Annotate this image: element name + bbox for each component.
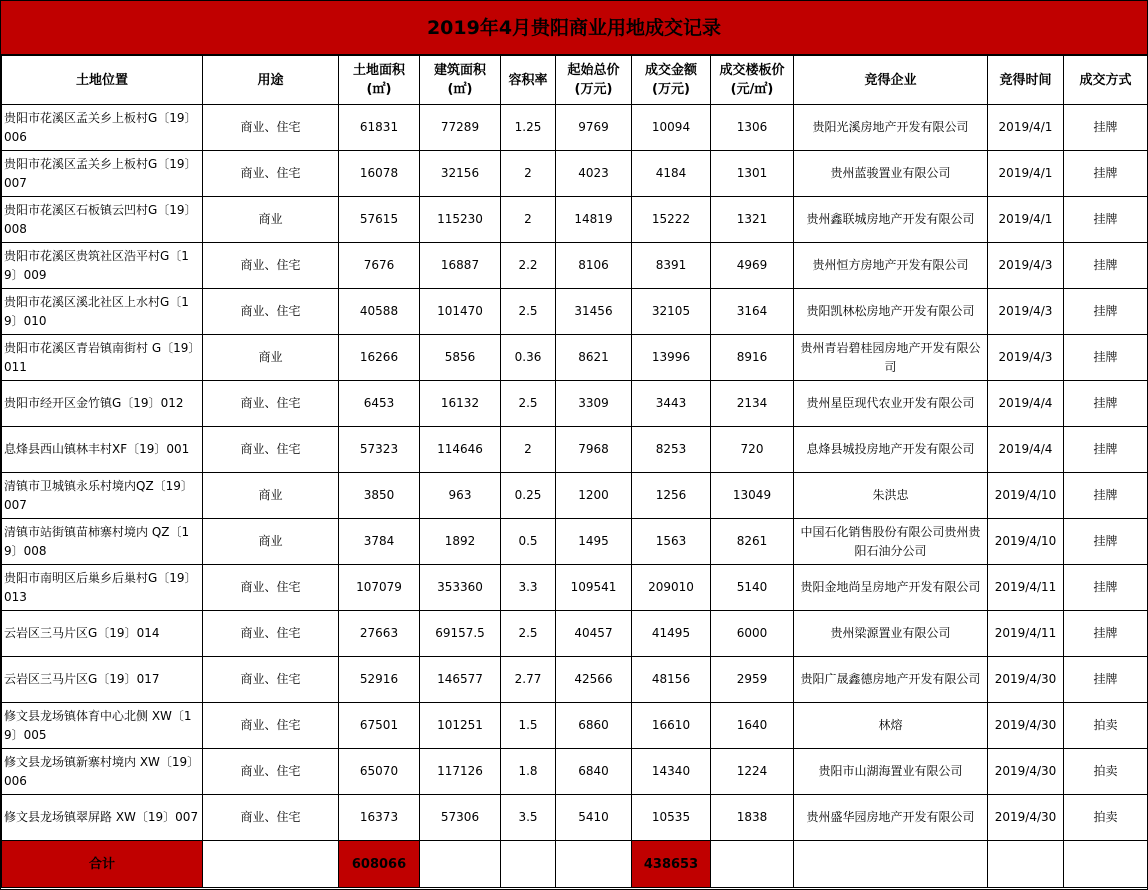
table-cell: 16887 xyxy=(420,243,501,289)
table-cell: 16610 xyxy=(632,703,711,749)
table-row xyxy=(2,289,1148,335)
table-cell: 贵州青岩碧桂园房地产开发有限公司 xyxy=(794,335,988,381)
table-cell: 挂牌 xyxy=(1064,657,1148,703)
table-cell: 114646 xyxy=(420,427,501,473)
table-cell: 2019/4/10 xyxy=(988,473,1064,519)
table-cell: 贵州梁源置业有限公司 xyxy=(794,611,988,657)
table-cell: 5410 xyxy=(556,795,632,841)
table-cell: 商业 xyxy=(203,519,339,565)
column-header: 竞得企业 xyxy=(794,56,988,105)
table-cell: 15222 xyxy=(632,197,711,243)
table-cell: 朱洪忠 xyxy=(794,473,988,519)
table-cell: 32156 xyxy=(420,151,501,197)
column-header: 成交方式 xyxy=(1064,56,1148,105)
table-cell: 商业、住宅 xyxy=(203,151,339,197)
total-empty-cell xyxy=(711,841,794,888)
table-cell: 贵州恒方房地产开发有限公司 xyxy=(794,243,988,289)
total-empty-cell xyxy=(203,841,339,888)
table-cell: 挂牌 xyxy=(1064,197,1148,243)
table-cell: 0.36 xyxy=(501,335,556,381)
table-cell: 6860 xyxy=(556,703,632,749)
table-cell: 商业、住宅 xyxy=(203,795,339,841)
table-cell: 31456 xyxy=(556,289,632,335)
table-cell: 16373 xyxy=(339,795,420,841)
table-cell: 商业、住宅 xyxy=(203,657,339,703)
table-cell: 1.8 xyxy=(501,749,556,795)
table-cell: 挂牌 xyxy=(1064,289,1148,335)
table-cell: 57615 xyxy=(339,197,420,243)
table-cell: 69157.5 xyxy=(420,611,501,657)
table-row xyxy=(2,151,1148,197)
table-cell: 1563 xyxy=(632,519,711,565)
table-cell: 挂牌 xyxy=(1064,611,1148,657)
table-cell: 拍卖 xyxy=(1064,703,1148,749)
table-cell: 贵州盛华园房地产开发有限公司 xyxy=(794,795,988,841)
table-cell: 商业、住宅 xyxy=(203,703,339,749)
table-cell: 2019/4/1 xyxy=(988,151,1064,197)
total-empty-cell xyxy=(794,841,988,888)
table-cell: 2019/4/10 xyxy=(988,519,1064,565)
table-cell: 拍卖 xyxy=(1064,749,1148,795)
table-cell: 353360 xyxy=(420,565,501,611)
table-cell: 5856 xyxy=(420,335,501,381)
table-cell: 商业、住宅 xyxy=(203,611,339,657)
total-row xyxy=(2,841,1148,888)
table-row xyxy=(2,565,1148,611)
table-cell: 挂牌 xyxy=(1064,151,1148,197)
column-header: 土地面积 (㎡) xyxy=(339,56,420,105)
table-cell: 林熔 xyxy=(794,703,988,749)
table-cell: 1256 xyxy=(632,473,711,519)
table-cell: 209010 xyxy=(632,565,711,611)
table-cell: 16132 xyxy=(420,381,501,427)
table-cell: 2019/4/4 xyxy=(988,427,1064,473)
table-cell: 2134 xyxy=(711,381,794,427)
table-cell: 40588 xyxy=(339,289,420,335)
table-cell: 拍卖 xyxy=(1064,795,1148,841)
table-cell: 109541 xyxy=(556,565,632,611)
table-cell: 挂牌 xyxy=(1064,427,1148,473)
table-cell: 6453 xyxy=(339,381,420,427)
table-cell: 2019/4/30 xyxy=(988,749,1064,795)
table-cell: 贵阳市花溪区贵筑社区浩平村G〔19〕009 xyxy=(2,243,203,289)
table-row xyxy=(2,473,1148,519)
table-cell: 101251 xyxy=(420,703,501,749)
table-cell: 52916 xyxy=(339,657,420,703)
table-cell: 挂牌 xyxy=(1064,335,1148,381)
table-cell: 1495 xyxy=(556,519,632,565)
table-cell: 5140 xyxy=(711,565,794,611)
table-cell: 挂牌 xyxy=(1064,381,1148,427)
table-cell: 2 xyxy=(501,427,556,473)
table-cell: 商业 xyxy=(203,197,339,243)
table-cell: 720 xyxy=(711,427,794,473)
table-cell: 挂牌 xyxy=(1064,243,1148,289)
table-cell: 1301 xyxy=(711,151,794,197)
table-cell: 4969 xyxy=(711,243,794,289)
table-cell: 3.3 xyxy=(501,565,556,611)
table-cell: 2019/4/3 xyxy=(988,335,1064,381)
table-row xyxy=(2,381,1148,427)
column-header: 建筑面积 (㎡) xyxy=(420,56,501,105)
table-cell: 清镇市站街镇苗柿寨村境内 QZ〔19〕008 xyxy=(2,519,203,565)
table-row xyxy=(2,519,1148,565)
table-cell: 14340 xyxy=(632,749,711,795)
table-cell: 77289 xyxy=(420,105,501,151)
column-header: 土地位置 xyxy=(2,56,203,105)
table-cell: 贵阳广晟鑫德房地产开发有限公司 xyxy=(794,657,988,703)
table-row xyxy=(2,335,1148,381)
table-cell: 61831 xyxy=(339,105,420,151)
table-cell: 商业、住宅 xyxy=(203,243,339,289)
table-cell: 40457 xyxy=(556,611,632,657)
table-cell: 贵阳市花溪区溪北社区上水村G〔19〕010 xyxy=(2,289,203,335)
table-cell: 3850 xyxy=(339,473,420,519)
table-cell: 贵阳市花溪区青岩镇南街村 G〔19〕011 xyxy=(2,335,203,381)
table-cell: 32105 xyxy=(632,289,711,335)
table-cell: 商业、住宅 xyxy=(203,565,339,611)
table-cell: 修文县龙场镇体育中心北侧 XW〔19〕005 xyxy=(2,703,203,749)
table-cell: 13049 xyxy=(711,473,794,519)
column-header: 起始总价 (万元) xyxy=(556,56,632,105)
table-cell: 0.25 xyxy=(501,473,556,519)
total-empty-cell xyxy=(988,841,1064,888)
table-cell: 贵阳市南明区后巢乡后巢村G〔19〕013 xyxy=(2,565,203,611)
table-cell: 2019/4/1 xyxy=(988,105,1064,151)
table-row xyxy=(2,657,1148,703)
table-cell: 贵阳市花溪区孟关乡上板村G〔19〕007 xyxy=(2,151,203,197)
table-cell: 3784 xyxy=(339,519,420,565)
total-land-area: 608066 xyxy=(339,841,420,888)
table-cell: 3443 xyxy=(632,381,711,427)
total-empty-cell xyxy=(501,841,556,888)
table-cell: 4023 xyxy=(556,151,632,197)
total-label: 合计 xyxy=(2,841,203,888)
table-cell: 1224 xyxy=(711,749,794,795)
table-cell: 57306 xyxy=(420,795,501,841)
table-cell: 中国石化销售股份有限公司贵州贵阳石油分公司 xyxy=(794,519,988,565)
table-cell: 10094 xyxy=(632,105,711,151)
table-cell: 2 xyxy=(501,197,556,243)
table-cell: 2019/4/4 xyxy=(988,381,1064,427)
table-cell: 云岩区三马片区G〔19〕014 xyxy=(2,611,203,657)
table-cell: 3.5 xyxy=(501,795,556,841)
table-row xyxy=(2,243,1148,289)
table-row xyxy=(2,197,1148,243)
table-row xyxy=(2,749,1148,795)
table-cell: 8916 xyxy=(711,335,794,381)
total-empty-cell xyxy=(1064,841,1148,888)
table-cell: 挂牌 xyxy=(1064,565,1148,611)
table-cell: 修文县龙场镇新寨村境内 XW〔19〕006 xyxy=(2,749,203,795)
table-cell: 2019/4/1 xyxy=(988,197,1064,243)
header-row xyxy=(2,56,1148,105)
table-cell: 6000 xyxy=(711,611,794,657)
table-cell: 146577 xyxy=(420,657,501,703)
table-cell: 1200 xyxy=(556,473,632,519)
table-cell: 65070 xyxy=(339,749,420,795)
table-cell: 14819 xyxy=(556,197,632,243)
table-cell: 115230 xyxy=(420,197,501,243)
table-cell: 贵阳市花溪区石板镇云凹村G〔19〕008 xyxy=(2,197,203,243)
table-cell: 2019/4/11 xyxy=(988,611,1064,657)
table-cell: 商业、住宅 xyxy=(203,381,339,427)
table-cell: 1321 xyxy=(711,197,794,243)
table-cell: 8261 xyxy=(711,519,794,565)
table-cell: 963 xyxy=(420,473,501,519)
table-cell: 贵阳金地尚呈房地产开发有限公司 xyxy=(794,565,988,611)
table-cell: 商业 xyxy=(203,335,339,381)
table-cell: 贵阳市山湖海置业有限公司 xyxy=(794,749,988,795)
table-cell: 贵州蓝骏置业有限公司 xyxy=(794,151,988,197)
table-row xyxy=(2,105,1148,151)
table-cell: 清镇市卫城镇永乐村境内QZ〔19〕007 xyxy=(2,473,203,519)
table-cell: 2.5 xyxy=(501,381,556,427)
table-cell: 商业、住宅 xyxy=(203,289,339,335)
table-cell: 息烽县城投房地产开发有限公司 xyxy=(794,427,988,473)
table-cell: 9769 xyxy=(556,105,632,151)
total-deal-amount: 438653 xyxy=(632,841,711,888)
table-cell: 117126 xyxy=(420,749,501,795)
table-cell: 贵阳凯林松房地产开发有限公司 xyxy=(794,289,988,335)
table-cell: 2019/4/30 xyxy=(988,703,1064,749)
table-cell: 16266 xyxy=(339,335,420,381)
land-deal-table xyxy=(1,55,1148,888)
table-cell: 2019/4/3 xyxy=(988,243,1064,289)
table-cell: 贵阳市花溪区孟关乡上板村G〔19〕006 xyxy=(2,105,203,151)
table-cell: 7676 xyxy=(339,243,420,289)
table-cell: 4184 xyxy=(632,151,711,197)
table-cell: 1640 xyxy=(711,703,794,749)
table-cell: 0.5 xyxy=(501,519,556,565)
table-cell: 8253 xyxy=(632,427,711,473)
table-cell: 息烽县西山镇林丰村XF〔19〕001 xyxy=(2,427,203,473)
table-cell: 8391 xyxy=(632,243,711,289)
table-cell: 1.25 xyxy=(501,105,556,151)
table-row xyxy=(2,427,1148,473)
table-cell: 1.5 xyxy=(501,703,556,749)
table-cell: 修文县龙场镇翠屏路 XW〔19〕007 xyxy=(2,795,203,841)
table-cell: 42566 xyxy=(556,657,632,703)
table-cell: 挂牌 xyxy=(1064,105,1148,151)
table-cell: 商业、住宅 xyxy=(203,749,339,795)
column-header: 用途 xyxy=(203,56,339,105)
table-cell: 挂牌 xyxy=(1064,519,1148,565)
table-cell: 云岩区三马片区G〔19〕017 xyxy=(2,657,203,703)
table-cell: 1892 xyxy=(420,519,501,565)
table-cell: 107079 xyxy=(339,565,420,611)
table-cell: 7968 xyxy=(556,427,632,473)
table-cell: 贵阳光溪房地产开发有限公司 xyxy=(794,105,988,151)
table-cell: 67501 xyxy=(339,703,420,749)
table-cell: 101470 xyxy=(420,289,501,335)
table-title: 2019年4月贵阳商业用地成交记录 xyxy=(1,1,1147,55)
table-cell: 2019/4/30 xyxy=(988,795,1064,841)
table-cell: 商业、住宅 xyxy=(203,427,339,473)
column-header: 成交楼板价 (元/㎡) xyxy=(711,56,794,105)
table-cell: 2019/4/11 xyxy=(988,565,1064,611)
table-cell: 57323 xyxy=(339,427,420,473)
table-cell: 1306 xyxy=(711,105,794,151)
table-cell: 8106 xyxy=(556,243,632,289)
table-cell: 2.5 xyxy=(501,611,556,657)
table-cell: 1838 xyxy=(711,795,794,841)
table-row xyxy=(2,703,1148,749)
table-cell: 2.2 xyxy=(501,243,556,289)
table-cell: 2019/4/30 xyxy=(988,657,1064,703)
column-header: 容积率 xyxy=(501,56,556,105)
table-body xyxy=(2,105,1148,841)
table-cell: 贵阳市经开区金竹镇G〔19〕012 xyxy=(2,381,203,427)
table-row xyxy=(2,795,1148,841)
table-cell: 商业、住宅 xyxy=(203,105,339,151)
table-cell: 48156 xyxy=(632,657,711,703)
table-cell: 6840 xyxy=(556,749,632,795)
table-cell: 贵州鑫联城房地产开发有限公司 xyxy=(794,197,988,243)
table-cell: 27663 xyxy=(339,611,420,657)
column-header: 成交金额 (万元) xyxy=(632,56,711,105)
table-cell: 商业 xyxy=(203,473,339,519)
column-header: 竞得时间 xyxy=(988,56,1064,105)
table-cell: 10535 xyxy=(632,795,711,841)
table-cell: 2959 xyxy=(711,657,794,703)
table-cell: 挂牌 xyxy=(1064,473,1148,519)
table-cell: 2.77 xyxy=(501,657,556,703)
table-cell: 3164 xyxy=(711,289,794,335)
total-empty-cell xyxy=(556,841,632,888)
table-cell: 16078 xyxy=(339,151,420,197)
table-cell: 2019/4/3 xyxy=(988,289,1064,335)
table-cell: 3309 xyxy=(556,381,632,427)
table-row xyxy=(2,611,1148,657)
total-empty-cell xyxy=(420,841,501,888)
table-cell: 8621 xyxy=(556,335,632,381)
table-cell: 贵州星臣现代农业开发有限公司 xyxy=(794,381,988,427)
table-cell: 2 xyxy=(501,151,556,197)
table-cell: 41495 xyxy=(632,611,711,657)
table-cell: 2.5 xyxy=(501,289,556,335)
table-cell: 13996 xyxy=(632,335,711,381)
